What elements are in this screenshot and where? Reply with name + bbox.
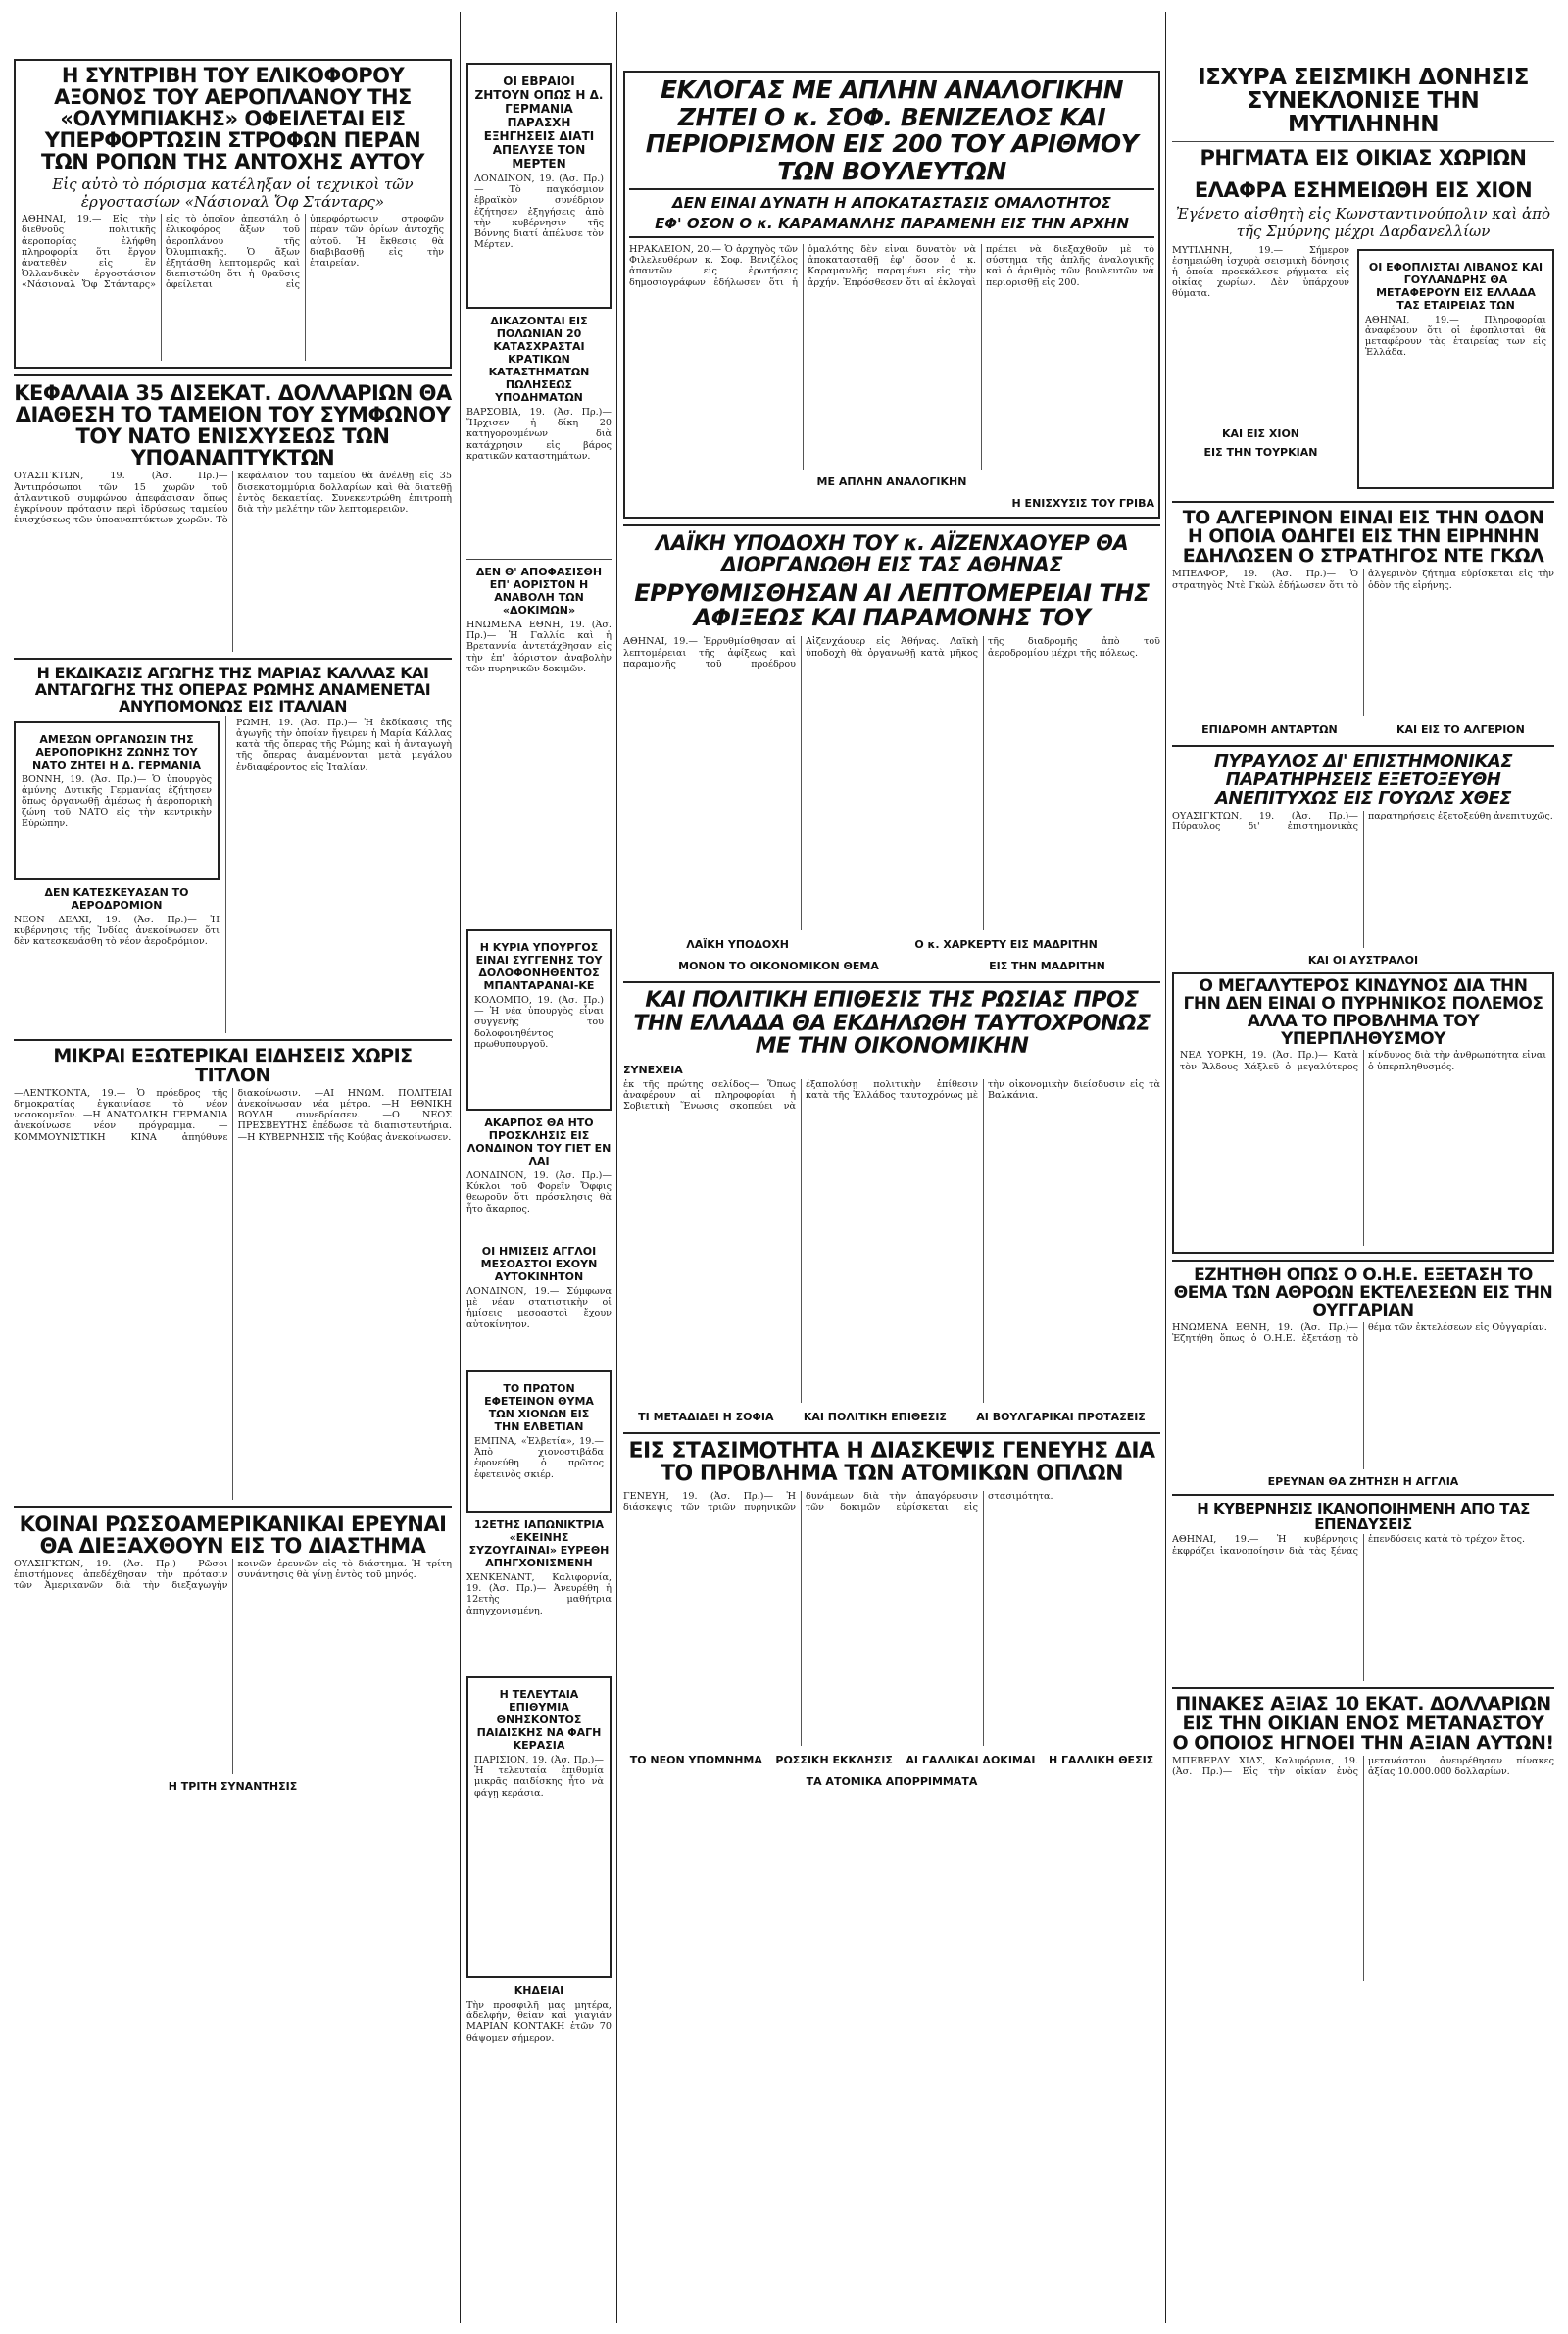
article-jews-germany [466,63,612,309]
subheading: ΤΙ ΜΕΤΑΔΙΔΕΙ Η ΣΟΦΙΑ [638,1410,774,1423]
article-body: ΟΥΑΣΙΓΚΤΩΝ, 19. (Ἀσ. Πρ.)— Ἀντιπρόσωποι τῶν 15 χωρῶν τοῦ ἀτλαντικοῦ συμφώνου ἀπεφάσισαν ὅπως ἐγκρίνουν πρότασιν περὶ ἱδρύσεως ταμείου ἐνισχύσεως τῶν ὑποαναπτύκτων χωρῶν. Τὸ κεφάλαιον τοῦ ταμείου θὰ ἀνέλθῃ εἰς 35 δισεκατομμύρια δολλαρίων καὶ θὰ διατεθῇ ἐντὸς δεκαετίας. Συνεκεντρώθη ἐπιτροπὴ διὰ τὴν μελέτην τῶν λεπτομερειῶν. [14,471,452,526]
subheading: ΡΩΣΣΙΚΗ ΕΚΚΛΗΣΙΣ [775,1753,893,1766]
headline: ΑΚΑΡΠΟΣ ΘΑ ΗΤΟ ΠΡΟΣΚΛΗΣΙΣ ΕΙΣ ΛΟΝΔΙΝΟΝ ΤΟΥ ΓΙΕΤ ΕΝ ΛΑΙ [466,1117,612,1167]
article-rocket [1172,753,1554,967]
subheading: ΑΙ ΒΟΥΛΓΑΡΙΚΑΙ ΠΡΟΤΑΣΕΙΣ [976,1410,1146,1423]
article-earthquake [1172,66,1554,495]
column-rule [1165,12,1166,2323]
article-geneva [623,1440,1160,1791]
article-body: —ΛΕΝΤΚΟΝΤΑ, 19.— Ὁ πρόεδρος τῆς δημοκρατίας ἐγκαινίασε τὸ νέον νοσοκομεῖον. —Η ΑΝΑΤΟΛΙΚΗ ΓΕΡΜΑΝΙΑ ἀνεκοίνωσε νέον πρόγραμμα. —ΚΟΜΜΟΥΝΙΣΤΙΚΗ ΚΙΝΑ ἀπηύθυνε διακοίνωσιν. —ΑΙ ΗΝΩΜ. ΠΟΛΙΤΕΙΑΙ ἀνεκοίνωσαν νέα μέτρα. —Η ΕΘΝΙΚΗ ΒΟΥΛΗ συνεδρίασεν. —Ο ΝΕΟΣ ΠΡΕΣΒΕΥΤΗΣ ἐπέδωσε τὰ διαπιστευτήρια. —Η ΚΥΒΕΡΝΗΣΙΣ τῆς Κούβας ἀνεκοίνωσεν. [14,1087,452,1143]
article-cherries [466,1676,612,1978]
article-venizelos [623,71,1160,519]
subheading: ΤΟ ΝΕΟΝ ΥΠΟΜΝΗΜΑ [629,1753,762,1766]
headline: Ο ΜΕΓΑΛΥΤΕΡΟΣ ΚΙΝΔΥΝΟΣ ΔΙΑ ΤΗΝ ΓΗΝ ΔΕΝ ΕΙΝΑΙ Ο ΠΥΡΗΝΙΚΟΣ ΠΟΛΕΜΟΣ ΑΛΛΑ ΤΟ ΠΡΟΒΛΗΜΑ ΤΟΥ ΥΠΕΡΠΛΗΘΥΣΜΟΥ [1183,976,1544,1049]
article-propeller-crash [14,59,452,369]
article-body: ΟΥΑΣΙΓΚΤΩΝ, 19. (Ἀσ. Πρ.)— Ρῶσοι ἐπιστήμονες ἀπεδέχθησαν τὴν πρότασιν τῶν Ἀμερικανῶν διὰ τὴν διεξαγωγὴν κοινῶν ἐρευνῶν εἰς τὸ διάστημα. Ἡ τρίτη συνάντησις θὰ γίνῃ ἐντὸς τοῦ μηνός. [14,1558,452,1592]
subheading: ΤΑ ΑΤΟΜΙΚΑ ΑΠΟΡΡΙΜΜΑΤΑ [806,1774,978,1788]
headline: ΔΕΝ ΚΑΤΕΣΚΕΥΑΣΑΝ ΤΟ ΑΕΡΟΔΡΟΜΙΟΝ [44,885,189,912]
article-body: ΜΥΤΙΛΗΝΗ, 19.— Σήμερον ἐσημειώθη ἰσχυρὰ σεισμικὴ δόνησις ἡ ὁποία προεκάλεσε ρήγματα εἰς οἰκίας χωρίων. Δὲν ὑπάρχουν θύματα. [1172,244,1349,300]
newspaper-page [14,12,1554,2323]
subheading: ΕΡΕΥΝΑΝ ΘΑ ΖΗΤΗΣΗ Η ΑΓΓΛΙΑ [1267,1474,1459,1488]
article-body: ΛΟΝΔΙΝΟΝ, 19.— Σύμφωνα μὲ νέαν στατιστικὴν οἱ ἡμίσεις μεσοαστοὶ ἔχουν αὐτοκίνητον. [466,1286,612,1330]
continued-label: ΣΥΝΕΧΕΙΑ [623,1063,683,1076]
subheadline: Εἰς αὐτὸ τὸ πόρισμα κατέληξαν οἱ τεχνικοὶ τῶν ἐργοστασίων «Νάσιοναλ Ὄφ Στάνταρς» [52,175,414,212]
article-body: ΧΕΝΚΕΝΑΝΤ, Καλιφορνία, 19. (Ἀσ. Πρ.)— Ἀνευρέθη ἡ 12ετὴς μαθήτρια ἀπηγχονισμένη. [466,1572,612,1616]
headline: ΑΜΕΣΩΝ ΟΡΓΑΝΩΣΙΝ ΤΗΣ ΑΕΡΟΠΟΡΙΚΗΣ ΖΩΝΗΣ ΤΟΥ ΝΑΤΟ ΖΗΤΕΙ Η Δ. ΓΕΡΜΑΝΙΑ [32,732,201,771]
article-algeria [1172,506,1554,740]
headline: ΚΟΙΝΑΙ ΡΩΣΣΟΑΜΕΡΙΚΑΝΙΚΑΙ ΕΡΕΥΝΑΙ ΘΑ ΔΙΕΞΑΧΘΟΥΝ ΕΙΣ ΤΟ ΔΙΑΣΤΗΜΑ [19,1512,447,1558]
article-snow-victim [466,1370,612,1513]
headline: ΔΙΚΑΖΟΝΤΑΙ ΕΙΣ ΠΟΛΩΝΙΑΝ 20 ΚΑΤΑΣΧΡΑΣΤΑΙ ΚΡΑΤΙΚΩΝ ΚΑΤΑΣΤΗΜΑΤΩΝ ΠΩΛΗΣΕΩΣ ΥΠΟΔΗΜΑΤΩΝ [488,315,590,404]
column-2 [466,12,612,2100]
article-body: ΑΘΗΝΑΙ, 19.— Ἐρρυθμίσθησαν αἱ λεπτομέρειαι τῆς ἀφίξεως καὶ παραμονῆς τοῦ προέδρου Αἰζενχάουερ εἰς Ἀθήνας. Λαϊκὴ ὑποδοχὴ θὰ ὀργανωθῇ κατὰ μῆκος τῆς διαδρομῆς ἀπὸ τοῦ ἀεροδρομίου μέχρι τῆς πόλεως. [623,636,1160,670]
article-short-news [14,1044,452,1500]
article-body: ΑΘΗΝΑΙ, 19.— Ἡ κυβέρνησις ἐκφράζει ἱκανοποίησιν διὰ τὰς ξένας ἐπενδύσεις κατὰ τὸ τρέχον ἔτος. [1172,1534,1526,1557]
article-body: ΝΕΟΝ ΔΕΛΧΙ, 19. (Ἀσ. Πρ.)— Ἡ κυβέρνησις τῆς Ἰνδίας ἀνεκοίνωσεν ὅτι δὲν κατεσκευάσθη τὸ νέον ἀεροδρόμιον. [14,914,220,948]
article-body: ΒΟΝΝΗ, 19. (Ἀσ. Πρ.)— Ὁ ὑπουργὸς ἀμύνης Δυτικῆς Γερμανίας ἐζήτησεν ὅπως ὀργανωθῇ ἀμέσως ἡ ἀεροπορικὴ ζώνη τοῦ ΝΑΤΟ εἰς τὴν κεντρικὴν Εὐρώπην. [22,773,212,829]
article-body: ΠΑΡΙΣΙΟΝ, 19. (Ἀσ. Πρ.)— Ἡ τελευταία ἐπιθυμία μικρᾶς παιδίσκης ἦτο νὰ φάγῃ κεράσια. [474,1755,604,1799]
article-body: ΕΜΠΝΑ, «Ἑλβετία», 19.— Ἀπὸ χιονοστιβάδα ἐφονεύθη ὁ πρῶτος ἐφετεινὸς σκιέρ. [474,1436,604,1480]
column-rule [616,12,617,2323]
subheading: ΕΙΣ ΤΗΝ ΜΑΔΡΙΤΗΝ [989,960,1105,973]
headline: ΚΕΦΑΛΑΙΑ 35 ΔΙΣΕΚΑΤ. ΔΟΛΛΑΡΙΩΝ ΘΑ ΔΙΑΘΕΣΗ ΤΟ ΤΑΜΕΙΟΝ ΤΟΥ ΣΥΜΦΩΝΟΥ ΤΟΥ ΝΑΤΟ ΕΝΙΣΧΥΣΕΩΣ ΤΩΝ ΥΠΟΑΝΑΠΤΥΚΤΩΝ [14,381,452,471]
article-body: ΗΡΑΚΛΕΙΟΝ, 20.— Ὁ ἀρχηγὸς τῶν Φιλελευθέρων κ. Σοφ. Βενιζέλος ἀπαντῶν εἰς ἐρωτήσεις δημοσιογράφων ἐδήλωσεν ὅτι ἡ ὁμαλότης δὲν εἶναι δυνατὸν νὰ ἀποκατασταθῇ ἐφ' ὅσον ὁ κ. Καραμανλῆς παραμένει εἰς τὴν ἀρχήν. Ἐπρόσθεσεν ὅτι αἱ ἐκλογαὶ πρέπει νὰ διεξαχθοῦν μὲ τὸ σύστημα τῆς ἁπλῆς ἀναλογικῆς καὶ ὁ ἀριθμὸς τῶν βουλευτῶν νὰ περιορισθῇ εἰς 200. [629,244,1154,288]
article-body: ΝΕΑ ΥΟΡΚΗ, 19. (Ἀσ. Πρ.)— Κατὰ τὸν Ἄλδους Χάξλεϋ ὁ μεγαλύτερος κίνδυνος διὰ τὴν ἀνθρωπότητα εἶναι ὁ ὑπερπληθυσμός. [1180,1050,1546,1072]
headline: ΕΙΣ ΣΤΑΣΙΜΟΤΗΤΑ Η ΔΙΑΣΚΕΨΙΣ ΓΕΝΕΥΗΣ ΔΙΑ ΤΟ ΠΡΟΒΛΗΜΑ ΤΩΝ ΑΤΟΜΙΚΩΝ ΟΠΛΩΝ [628,1438,1155,1486]
headline: ΡΗΓΜΑΤΑ ΕΙΣ ΟΙΚΙΑΣ ΧΩΡΙΩΝ [1200,146,1527,171]
subheading: ΕΙΣ ΤΗΝ ΤΟΥΡΚΙΑΝ [1203,445,1318,459]
headline: 12ΕΤΗΣ ΙΑΠΩΝΙΚΤΡΙΑ «ΕΚΕΙΝΗΣ ΣΥΖΟΥΓΑΙΝΑΙ» ΕΥΡΕΘΗ ΑΠΗΓΧΟΝΙΣΜΕΝΗ [468,1518,610,1569]
headline: ΜΙΚΡΑΙ ΕΞΩΤΕΡΙΚΑΙ ΕΙΔΗΣΕΙΣ ΧΩΡΙΣ ΤΙΤΛΟΝ [53,1044,413,1086]
subheading: Η ΤΡΙΤΗ ΣΥΝΑΝΤΗΣΙΣ [168,1779,298,1793]
headline: Η ΚΥΒΕΡΝΗΣΙΣ ΙΚΑΝΟΠΟΙΗΜΕΝΗ ΑΠΟ ΤΑΣ ΕΠΕΝΔΥΣΕΙΣ [1197,1499,1530,1533]
headline: Η ΚΥΡΙΑ ΥΠΟΥΡΓΟΣ ΕΙΝΑΙ ΣΥΓΓΕΝΗΣ ΤΟΥ ΔΟΛΟΦΟΝΗΘΕΝΤΟΣ ΜΠΑΝΤΑΡΑΝΑΙ-ΚΕ [475,941,603,992]
column-3 [623,12,1160,1791]
article-body: ΓΕΝΕΥΗ, 19. (Ἀσ. Πρ.)— Ἡ διάσκεψις τῶν τριῶν πυρηνικῶν δυνάμεων διὰ τὴν ἀπαγόρευσιν τῶν δοκιμῶν εὑρίσκεται εἰς στασιμότητα. [623,1490,1054,1514]
subheadline: ΔΕΝ ΕΙΝΑΙ ΔΥΝΑΤΗ Η ΑΠΟΚΑΤΑΣΤΑΣΙΣ ΟΜΑΛΟΤΗΤΟΣ [672,194,1111,212]
article-callas [14,666,452,1032]
headline: ΙΣΧΥΡΑ ΣΕΙΣΜΙΚΗ ΔΟΝΗΣΙΣ ΣΥΝΕΚΛΟΝΙΣΕ ΤΗΝ ΜΥΤΙΛΗΝΗΝ [1198,65,1529,138]
headline: Η ΤΕΛΕΥΤΑΙΑ ΕΠΙΘΥΜΙΑ ΘΝΗΣΚΟΝΤΟΣ ΠΑΙΔΙΣΚΗΣ ΝΑ ΦΑΓΗ ΚΕΡΑΣΙΑ [476,1688,602,1752]
column-1 [14,12,452,1796]
headline: ΤΟ ΠΡΩΤΟΝ ΕΦΕΤΕΙΝΟΝ ΘΥΜΑ ΤΩΝ ΧΙΟΝΩΝ ΕΙΣ ΤΗΝ ΕΛΒΕΤΙΑΝ [484,1382,594,1433]
subheading: ΚΑΙ ΕΙΣ ΧΙΟΝ [1221,426,1300,440]
article-body: ΟΥΑΣΙΓΚΤΩΝ, 19. (Ἀσ. Πρ.)— Πύραυλος δι' ἐπιστημονικὰς παρατηρήσεις ἐξετοξεύθη ἀνεπιτυχῶς. [1172,811,1553,833]
article-body: ΡΩΜΗ, 19. (Ἀσ. Πρ.)— Ἡ ἐκδίκασις τῆς ἀγωγῆς τὴν ὁποίαν ἤγειρεν ἡ Μαρία Κάλλας κατὰ τῆς ὄπερας τῆς Ρώμης καὶ ἡ ἀνταγωγὴ τῆς ὄπερας ἀναμένονται μετὰ μεγάλου ἐνδιαφέροντος εἰς Ἰταλίαν. [236,717,452,772]
subheading: ΚΑΙ ΕΙΣ ΤΟ ΑΛΓΕΡΙΟΝ [1396,723,1525,737]
headline: ΕΡΡΥΘΜΙΣΘΗΣΑΝ ΑΙ ΛΕΠΤΟΜΕΡΕΙΑΙ ΤΗΣ ΑΦΙΞΕΩΣ ΚΑΙ ΠΑΡΑΜΟΝΗΣ ΤΟΥ [634,579,1150,632]
headline: ΛΑΪΚΗ ΥΠΟΔΟΧΗ ΤΟΥ κ. ΑΪΖΕΝΧΑΟΥΕΡ ΘΑ ΔΙΟΡΓΑΝΩΘΗ ΕΙΣ ΤΑΣ ΑΘΗΝΑΣ [655,531,1129,577]
article-body: ΛΟΝΔΙΝΟΝ, 19. (Ἀσ. Πρ.)— Κύκλοι τοῦ Φορεΐν Ὄφφις θεωροῦν ὅτι πρόσκλησις θὰ ἦτο ἄκαρπος. [466,1170,612,1215]
article-nato-air-zone [14,721,220,880]
article-body: ΛΟΝΔΙΝΟΝ, 19. (Ἀσ. Πρ.)— Τὸ παγκόσμιον ἑβραϊκὸν συνέδριον ἐζήτησεν ἐξηγήσεις ἀπὸ τὴν κυβέρνησιν τῆς Βόννης διατί ἀπέλυσε τὸν Μέρτεν. [474,174,604,251]
article-body: ΒΑΡΣΟΒΙΑ, 19. (Ἀσ. Πρ.)— Ἤρχισεν ἡ δίκη 20 κατηγορουμένων διὰ κατάχρησιν εἰς βάρος κρατικῶν καταστημάτων. [466,407,612,462]
headline: ΚΗΔΕΙΑΙ [514,1984,564,1997]
subheading: ΜΟΝΟΝ ΤΟ ΟΙΚΟΝΟΜΙΚΟΝ ΘΕΜΑ [678,960,879,973]
headline: Η ΣΥΝΤΡΙΒΗ ΤΟΥ ΕΛΙΚΟΦΟΡΟΥ ΑΞΟΝΟΣ ΤΟΥ ΑΕΡΟΠΛΑΝΟΥ ΤΗΣ «ΟΛΥΜΠΙΑΚΗΣ» ΟΦΕΙΛΕΤΑΙ ΕΙΣ ΥΠΕΡΦΟΡΤΩΣΙΝ ΣΤΡΟΦΩΝ ΠΕΡΑΝ ΤΩΝ ΡΟΠΩΝ ΤΗΣ ΑΝΤΟΧΗΣ ΑΥΤΟΥ [41,64,424,174]
column-4 [1172,12,1554,1983]
article-body: ΑΘΗΝΑΙ, 19.— Πληροφορίαι ἀναφέρουν ὅτι οἱ ἐφοπλισταὶ θὰ μεταφέρουν τὰς ἑταιρείας των εἰς Ἑλλάδα. [1365,314,1546,359]
subheading: Η ΓΑΛΛΙΚΗ ΘΕΣΙΣ [1048,1753,1154,1766]
article-shipowners [1357,249,1554,489]
subheading: ΚΑΙ ΟΙ ΑΥΣΤΡΑΛΟΙ [1307,954,1419,967]
subheadline: Ἐγένετο αἰσθητὴ εἰς Κωνσταντινούπολιν καὶ ἀπὸ τῆς Σμύρνης μέχρι Δαρδανελλίων [1175,204,1551,240]
subheading: Ο κ. ΧΑΡΚΕΡΤΥ ΕΙΣ ΜΑΔΡΙΤΗΝ [914,938,1098,952]
article-body: ΑΘΗΝΑΙ, 19.— Εἰς τὴν διεθνοῦς πολιτικῆς ἀεροπορίας ἐλήφθη πληροφορία ὅτι ἔργον ἀνατεθὲν εἰς ἓν Ὀλλανδικὸν ἐργοστάσιον «Νάσιοναλ Ὄφ Στάνταρς» εἰς τὸ ὁποῖον ἀπεστάλη ὁ ἐλικοφόρος ἄξων τοῦ ἀεροπλάνου τῆς Ὀλυμπιακῆς. Ὁ ἄξων ἐξητάσθη λεπτομερῶς καὶ διεπιστώθη ὅτι ἡ θραῦσις ὀφείλεται εἰς ὑπερφόρτωσιν στροφῶν πέραν τῶν ὁρίων ἀντοχῆς αὐτοῦ. Ἡ ἔκθεσις θὰ διαβιβασθῇ εἰς τὴν ἐταιρείαν. [22,214,444,291]
subheading: ΕΠΙΔΡΟΜΗ ΑΝΤΑΡΤΩΝ [1201,723,1338,737]
subheading: ΛΑΪΚΗ ΥΠΟΔΟΧΗ [686,938,789,952]
article-minister [466,929,612,1111]
article-eisenhower [623,532,1160,975]
article-russia-attack [623,989,1160,1425]
headline: Η ΕΚΔΙΚΑΣΙΣ ΑΓΩΓΗΣ ΤΗΣ ΜΑΡΙΑΣ ΚΑΛΛΑΣ ΚΑΙ ΑΝΤΑΓΩΓΗΣ ΤΗΣ ΟΠΕΡΑΣ ΡΩΜΗΣ ΑΝΑΜΕΝΕΤΑΙ ΑΝΥΠΟΜΟΝΩΣ ΕΙΣ ΙΤΑΛΙΑΝ [34,664,431,717]
article-body: Τὴν προσφιλῆ μας μητέρα, ἀδελφήν, θείαν καὶ γιαγιάν ΜΑΡΙΑΝ ΚΟΝΤΑΚΗ ἐτῶν 70 θάψομεν σήμερον. [466,2000,612,2044]
article-body: ΚΟΛΟΜΠΟ, 19. (Ἀσ. Πρ.)— Ἡ νέα ὑπουργὸς εἶναι συγγενὴς τοῦ δολοφονηθέντος πρωθυπουργοῦ. [474,995,604,1050]
subheading: ΜΕ ΑΠΛΗΝ ΑΝΑΛΟΓΙΚΗΝ [816,475,967,488]
article-space-research [14,1514,452,1793]
subheadline: ΕΦ' ΟΣΟΝ Ο κ. ΚΑΡΑΜΑΝΛΗΣ ΠΑΡΑΜΕΝΗ ΕΙΣ ΤΗΝ ΑΡΧΗΝ [655,215,1129,232]
article-body: ΜΠΕΛΦΟΡ, 19. (Ἀσ. Πρ.)— Ὁ στρατηγὸς Ντὲ Γκὼλ ἐδήλωσεν ὅτι τὸ ἀλγερινὸν ζήτημα εὑρίσκεται εἰς τὴν ὁδὸν τῆς εἰρήνης. [1172,569,1554,591]
article-paintings [1172,1695,1554,1981]
headline: ΟΙ ΗΜΙΣΕΙΣ ΑΓΓΛΟΙ ΜΕΣΟΑΣΤΟΙ ΕΧΟΥΝ ΑΥΤΟΚΙΝΗΤΟΝ [480,1245,598,1283]
article-hungary [1172,1267,1554,1488]
headline: ΟΙ ΕΒΡΑΙΟΙ ΖΗΤΟΥΝ ΟΠΩΣ Η Δ. ΓΕΡΜΑΝΙΑ ΠΑΡΑΣΧΗ ΕΞΗΓΗΣΕΙΣ ΔΙΑΤΙ ΑΠΕΛΥΣΕ ΤΟΝ ΜΕΡΤΕΝ [474,74,604,171]
headline: ΕΛΑΦΡΑ ΕΣΗΜΕΙΩΘΗ ΕΙΣ ΧΙΟΝ [1194,178,1533,203]
subheading: ΚΑΙ ΠΟΛΙΤΙΚΗ ΕΠΙΘΕΣΙΣ [803,1410,947,1423]
article-body: ἐκ τῆς πρώτης σελίδος— Ὅπως ἀναφέρουν αἱ πληροφορίαι ἡ Σοβιετικὴ Ἕνωσις σκοπεύει νὰ ἐξαπολύσῃ πολιτικὴν ἐπίθεσιν κατὰ τῆς Ἑλλάδος ταυτοχρόνως μὲ τὴν οἰκονομικὴν διείσδυσιν εἰς τὰ Βαλκάνια. [623,1078,1160,1113]
headline: ΟΙ ΕΦΟΠΛΙΣΤΑΙ ΛΙΒΑΝΟΣ ΚΑΙ ΓΟΥΛΑΝΔΡΗΣ ΘΑ ΜΕΤΑΦΕΡΟΥΝ ΕΙΣ ΕΛΛΑΔΑ ΤΑΣ ΕΤΑΙΡΕΙΑΣ ΤΩΝ [1368,260,1544,312]
headline: ΕΚΛΟΓΑΣ ΜΕ ΑΠΛΗΝ ΑΝΑΛΟΓΙΚΗΝ ΖΗΤΕΙ Ο κ. ΣΟΦ. ΒΕΝΙΖΕΛΟΣ ΚΑΙ ΠΕΡΙΟΡΙΣΜΟΝ ΕΙΣ 200 ΤΟΥ ΑΡΙΘΜΟΥ ΤΩΝ ΒΟΥΛΕΥΤΩΝ [645,75,1139,185]
subheading: ΑΙ ΓΑΛΛΙΚΑΙ ΔΟΚΙΜΑΙ [906,1753,1036,1766]
headline: ΚΑΙ ΠΟΛΙΤΙΚΗ ΕΠΙΘΕΣΙΣ ΤΗΣ ΡΩΣΙΑΣ ΠΡΟΣ ΤΗΝ ΕΛΛΑΔΑ ΘΑ ΕΚΔΗΛΩΘΗ ΤΑΥΤΟΧΡΟΝΩΣ ΜΕ ΤΗΝ ΟΙΚΟΝΟΜΙΚΗΝ [633,988,1151,1059]
headline: ΔΕΝ Θ' ΑΠΟΦΑΣΙΣΘΗ ΕΠ' ΑΟΡΙΣΤΟΝ Η ΑΝΑΒΟΛΗ ΤΩΝ «ΔΟΚΙΜΩΝ» [475,566,603,617]
headline: ΠΙΝΑΚΕΣ ΑΞΙΑΣ 10 ΕΚΑΤ. ΔΟΛΛΑΡΙΩΝ ΕΙΣ ΤΗΝ ΟΙΚΙΑΝ ΕΝΟΣ ΜΕΤΑΝΑΣΤΟΥ Ο ΟΠΟΙΟΣ ΗΓΝΟΕΙ ΤΗΝ ΑΞΙΑΝ ΑΥΤΩΝ! [1172,1693,1554,1755]
article-body: ΗΝΩΜΕΝΑ ΕΘΝΗ, 19. (Ἀσ. Πρ.)— Ἡ Γαλλία καὶ ἡ Βρεταννία ἀντετάχθησαν εἰς τὴν ἐπ' ἀόριστον ἀναβολὴν τῶν πυρηνικῶν δοκιμῶν. [466,620,612,674]
article-investments [1172,1499,1554,1682]
article-overpopulation [1172,972,1554,1254]
article-nato-fund [14,382,452,652]
article-body: ΗΝΩΜΕΝΑ ΕΘΝΗ, 19. (Ἀσ. Πρ.)— Ἐζητήθη ὅπως ὁ Ο.Η.Ε. ἐξετάσῃ τὸ θέμα τῶν ἐκτελέσεων εἰς Οὐγγαρίαν. [1172,1321,1547,1345]
headline: ΤΟ ΑΛΓΕΡΙΝΟΝ ΕΙΝΑΙ ΕΙΣ ΤΗΝ ΟΔΟΝ Η ΟΠΟΙΑ ΟΔΗΓΕΙ ΕΙΣ ΤΗΝ ΕΙΡΗΝΗΝ ΕΔΗΛΩΣΕΝ Ο ΣΤΡΑΤΗΓΟΣ ΝΤΕ ΓΚΩΛ [1182,506,1544,568]
article-body: ΜΠΕΒΕΡΛΥ ΧΙΛΣ, Καλιφόρνια, 19. (Ἀσ. Πρ.)— Εἰς τὴν οἰκίαν ἑνὸς μετανάστου ἀνευρέθησαν πίνακες ἀξίας 10.000.000 δολλαρίων. [1172,1756,1554,1778]
headline: ΕΖΗΤΗΘΗ ΟΠΩΣ Ο Ο.Η.Ε. ΕΞΕΤΑΣΗ ΤΟ ΘΕΜΑ ΤΩΝ ΑΘΡΟΩΝ ΕΚΤΕΛΕΣΕΩΝ ΕΙΣ ΤΗΝ ΟΥΓΓΑΡΙΑΝ [1173,1266,1553,1321]
headline: ΠΥΡΑΥΛΟΣ ΔΙ' ΕΠΙΣΤΗΜΟΝΙΚΑΣ ΠΑΡΑΤΗΡΗΣΕΙΣ ΕΞΕΤΟΞΕΥΘΗ ΑΝΕΠΙΤΥΧΩΣ ΕΙΣ ΓΟΥΩΛΣ ΧΘΕΣ [1213,751,1513,810]
subheading: Η ΕΝΙΣΧΥΣΙΣ ΤΟΥ ΓΡΙΒΑ [1011,497,1154,510]
column-rule [460,12,461,2323]
